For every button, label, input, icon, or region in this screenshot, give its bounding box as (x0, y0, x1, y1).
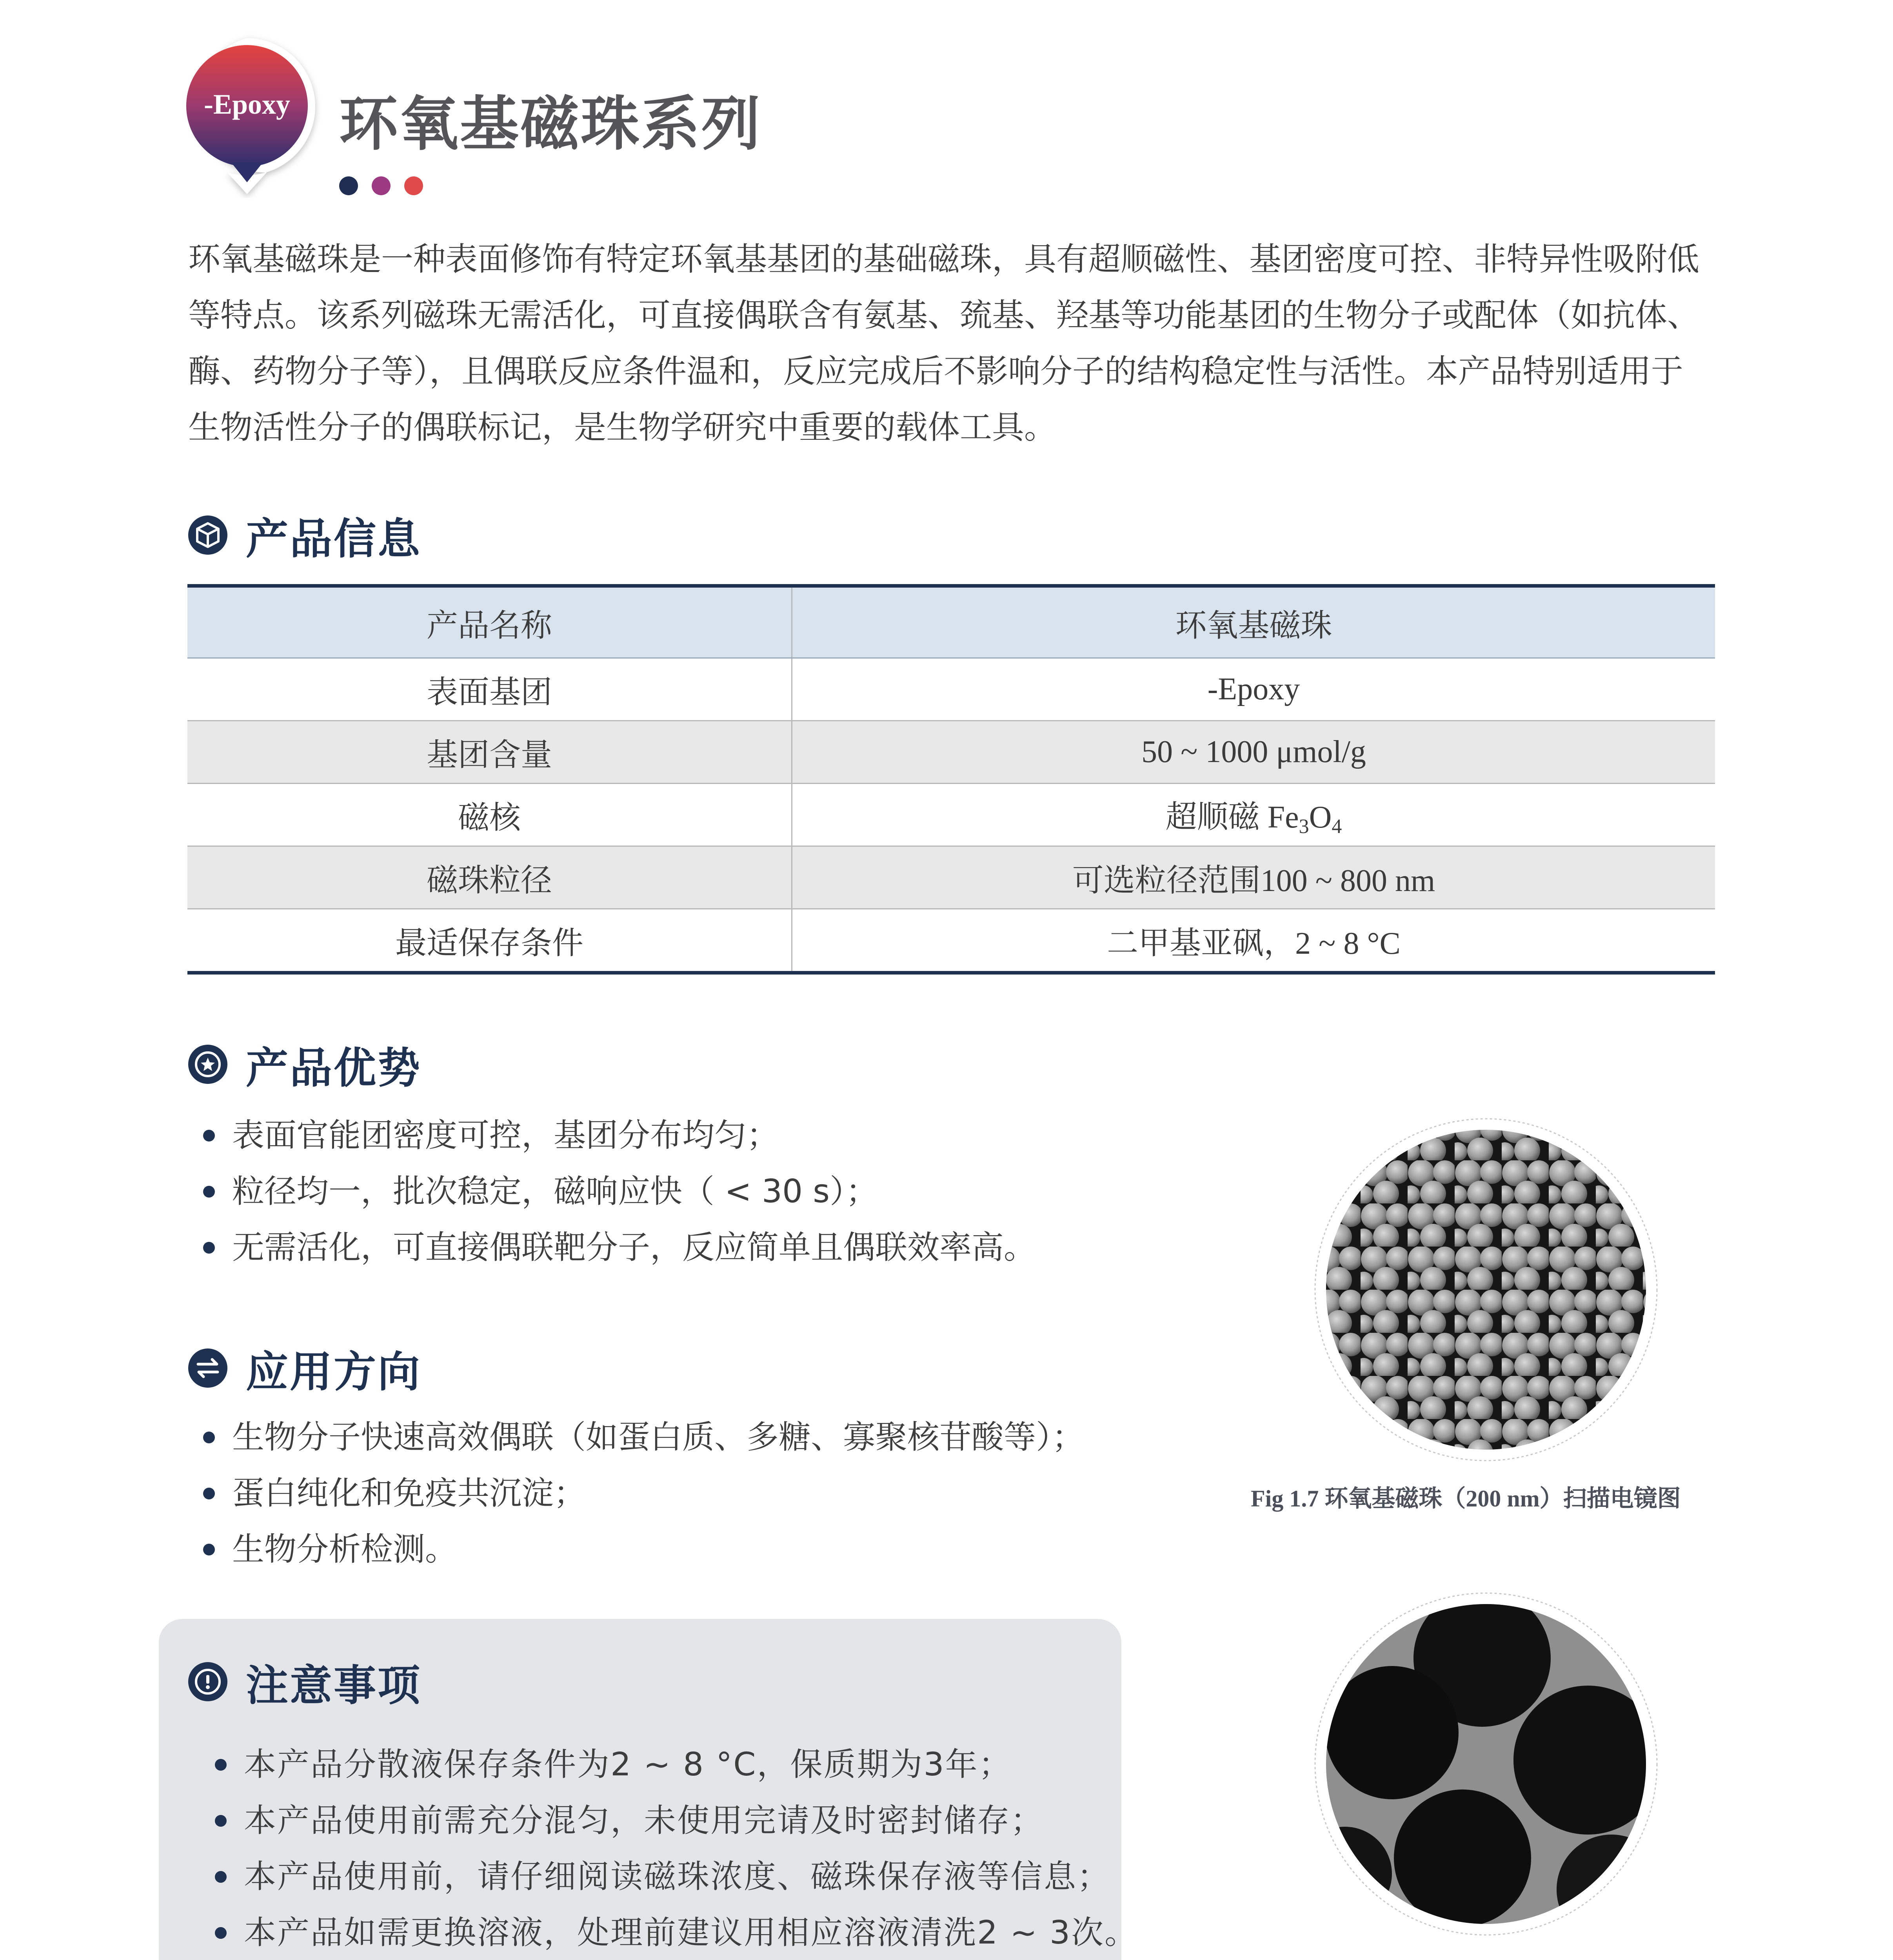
row-label: 磁珠粒径 (187, 846, 792, 909)
row-value: 可选粒径范围100 ~ 800 nm (792, 846, 1715, 909)
subscript: 4 (1332, 815, 1342, 838)
cube-icon (186, 514, 229, 557)
table-row (187, 721, 1715, 784)
intro-line: 环氧基磁珠是一种表面修饰有特定环氧基基团的基础磁珠，具有超顺磁性、基团密度可控、非特异性吸附低 (188, 241, 1700, 278)
intro-paragraph (188, 231, 1729, 456)
section-title: 产品信息 (246, 514, 422, 564)
row-value: 二甲基亚砜，2 ~ 8 °C (792, 909, 1715, 973)
table-row (187, 846, 1715, 909)
epoxy-badge (173, 33, 322, 198)
list-item: 表面官能团密度可控，基团分布均匀； (188, 1107, 1036, 1163)
list-item: 本产品使用前，请仔细阅读磁珠浓度、磁珠保存液等信息； (200, 1849, 1138, 1905)
intro-line: 等特点。该系列磁珠无需活化，可直接偶联含有氨基、巯基、羟基等功能基团的生物分子或配体（如抗体、 (188, 297, 1700, 334)
dot-purple (372, 176, 391, 195)
table-header-cell: 环氧基磁珠 (792, 586, 1715, 658)
row-value: -Epoxy (792, 658, 1715, 721)
table-row (187, 658, 1715, 721)
intro-line: 酶、药物分子等），且偶联反应条件温和，反应完成后不影响分子的结构稳定性与活性。本产品特别适用于 (188, 353, 1684, 390)
list-item: 本产品如需更换溶液，处理前建议用相应溶液清洗2 ~ 3次。 (200, 1905, 1138, 1960)
swap-arrows-icon (186, 1347, 229, 1390)
figure-caption: Fig 1.7 环氧基磁珠（200 nm）扫描电镜图 (1251, 1486, 1681, 1512)
table-row (187, 909, 1715, 973)
dot-red (404, 176, 423, 195)
table-header-row (187, 586, 1715, 658)
table-header-cell: 产品名称 (187, 586, 792, 658)
row-label: 磁核 (187, 784, 792, 846)
product-info-table (187, 584, 1715, 975)
list-item: 粒径均一，批次稳定，磁响应快（ < 30 s）； (188, 1163, 1036, 1220)
product-info-heading (186, 512, 422, 564)
tem-image (1313, 1592, 1659, 1936)
advantages-list (188, 1107, 1036, 1276)
list-item: 本产品分散液保存条件为2 ~ 8 °C，保质期为3年； (200, 1737, 1138, 1793)
section-title: 产品优势 (246, 1044, 422, 1093)
dot-navy (339, 176, 358, 195)
row-value (792, 784, 1715, 846)
applications-list (188, 1409, 1084, 1577)
badge-text: -Epoxy (203, 89, 291, 120)
advantages-heading (186, 1041, 422, 1093)
applications-heading (186, 1345, 422, 1397)
row-label: 最适保存条件 (187, 909, 792, 973)
section-title: 应用方向 (246, 1347, 422, 1397)
star-badge-icon (186, 1043, 229, 1086)
sem-image (1313, 1117, 1659, 1462)
list-item: 无需活化，可直接偶联靶分子，反应简单且偶联效率高。 (188, 1220, 1036, 1276)
alert-icon (186, 1660, 229, 1703)
value-prefix: 超顺磁 Fe (1165, 800, 1299, 835)
list-item: 生物分子快速高效偶联（如蛋白质、多糖、寡聚核苷酸等）； (188, 1409, 1084, 1465)
row-label: 基团含量 (187, 721, 792, 784)
table-row (187, 784, 1715, 846)
notes-list (200, 1737, 1138, 1960)
list-item: 本产品使用前需充分混匀，未使用完请及时密封储存； (200, 1793, 1138, 1849)
row-label: 表面基团 (187, 658, 792, 721)
notes-heading (186, 1658, 422, 1710)
page-title: 环氧基磁珠系列 (339, 90, 762, 158)
intro-line: 生物活性分子的偶联标记，是生物学研究中重要的载体工具。 (188, 409, 1057, 446)
subscript: 3 (1299, 815, 1309, 838)
section-title: 注意事项 (246, 1661, 422, 1710)
list-item: 蛋白纯化和免疫共沉淀； (188, 1465, 1084, 1521)
list-item: 生物分析检测。 (188, 1521, 1084, 1577)
value-mid: O (1309, 800, 1332, 835)
row-value: 50 ~ 1000 μmol/g (792, 721, 1715, 784)
